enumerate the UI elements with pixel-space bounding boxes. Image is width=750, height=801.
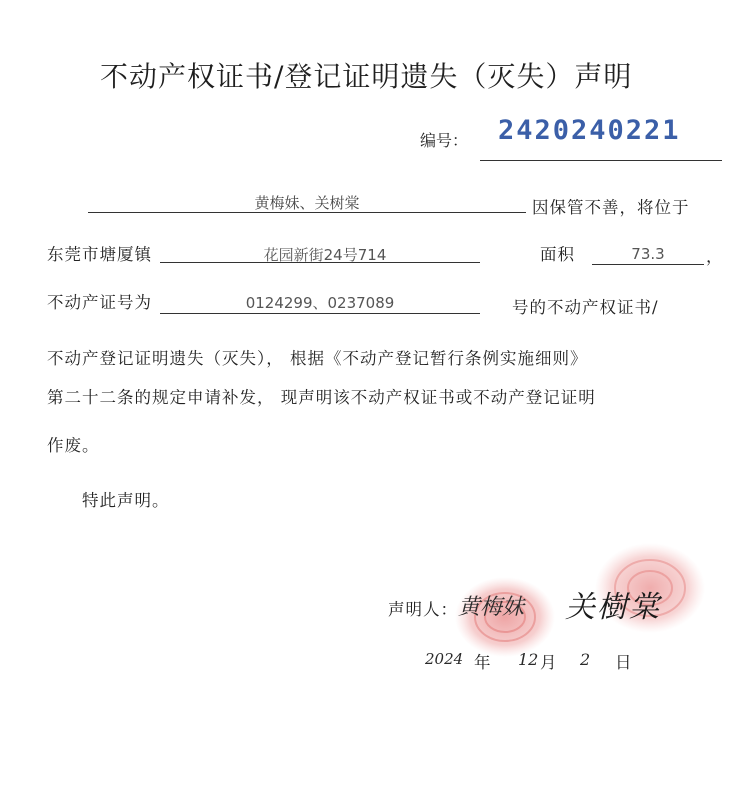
line1-tail-text: 因保管不善，将位于 [532,198,690,217]
signer-1-handwriting: 黄梅妹 [458,595,525,620]
signer-2-handwriting: 关樹棠 [565,590,661,625]
date-month-unit: 月 [540,653,558,672]
body-line-1: 不动产登记证明遗失（灭失）， 根据《不动产登记暂行条例实施细则》 [47,349,588,368]
body-line-3: 作废。 [47,436,100,455]
area-value: 73.3 [631,245,665,263]
date-year-unit: 年 [474,653,492,672]
cert-numbers: 0124299、0237089 [245,294,395,312]
line3-tail-text: 号的不动产权证书/ [512,298,659,317]
town-text: 东莞市塘厦镇 [47,245,152,264]
area-underline [592,264,704,265]
date-day-unit: 日 [615,653,633,672]
date-day: 2 [580,650,591,669]
closing-text: 特此声明。 [82,491,170,510]
area-comma: ， [706,247,724,266]
cert-label: 不动产证号为 [47,293,152,312]
date-year: 2024 [425,650,464,668]
address-field: 花园新街24号714 [263,246,387,264]
date-month: 12 [518,650,539,669]
body-line-2: 第二十二条的规定申请补发， 现声明该不动产权证书或不动产登记证明 [47,388,596,407]
document-title: 不动产权证书/登记证明遗失（灭失）声明 [100,60,633,93]
cert-underline [160,313,480,314]
number-value: 2420240221 [498,115,681,146]
signer-label: 声明人： [388,600,458,619]
number-label: 编号： [420,131,469,150]
area-label: 面积 [540,245,575,264]
number-underline [480,160,722,161]
owners-field: 黄梅妹、关树棠 [254,194,360,212]
